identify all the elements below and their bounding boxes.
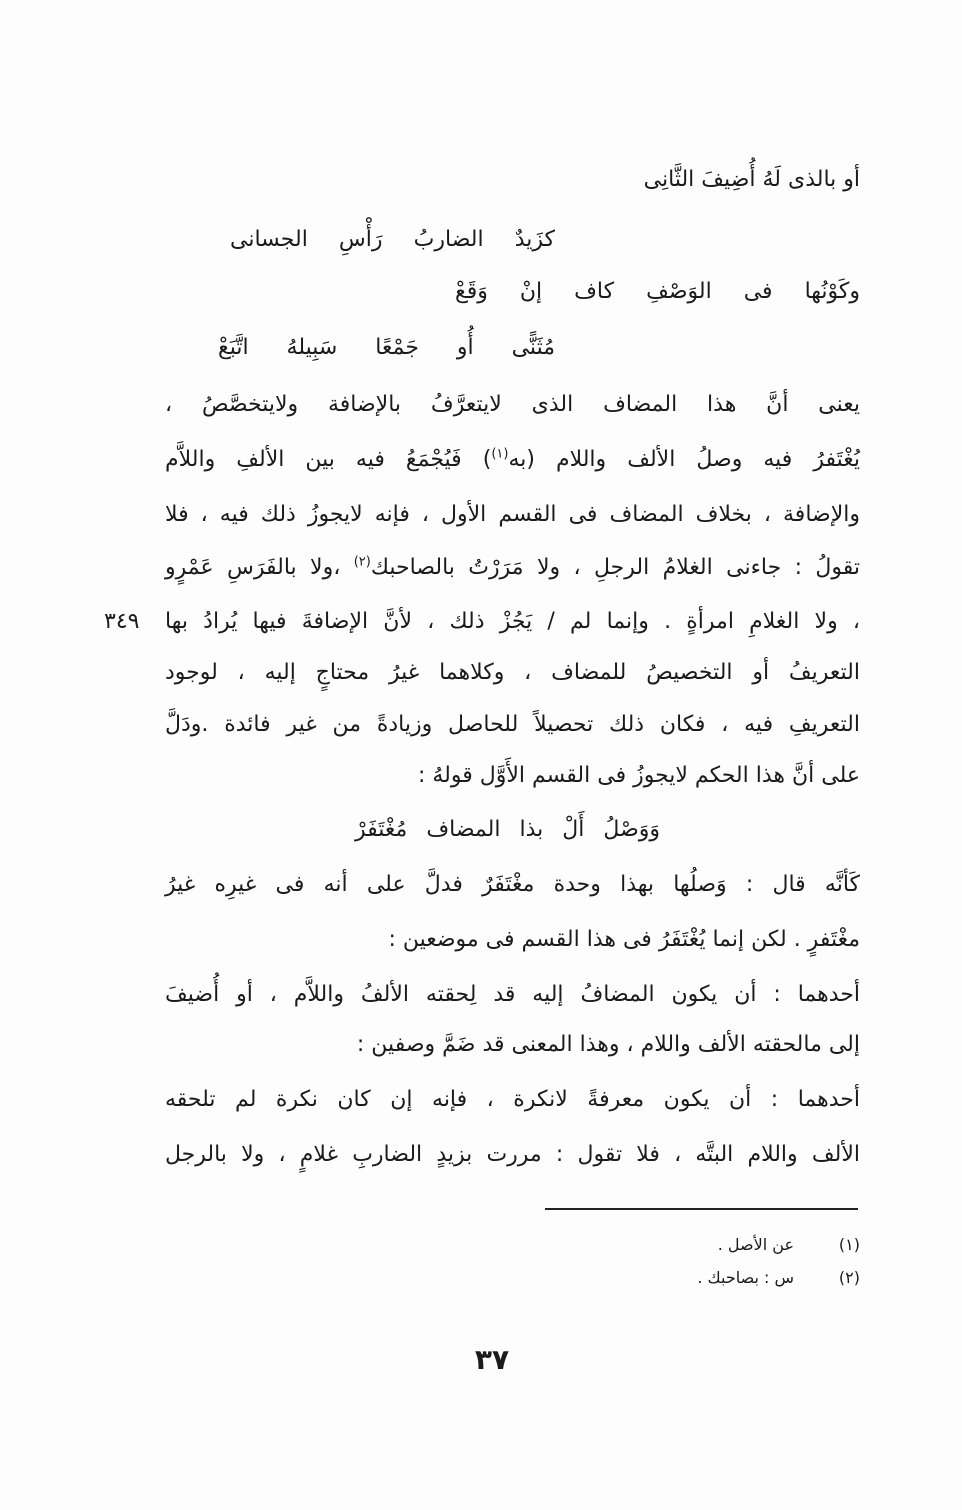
text-line: على أنَّ هذا الحكم لايجوزُ فى القسم الأَوَّل قولهُ : <box>417 763 860 788</box>
margin-page-reference: ٣٤٩ <box>104 609 140 634</box>
verse-line: مُثَنًّى أُو جَمْعًا سَبِيلهُ اتَّبَعْ <box>218 335 555 360</box>
footnote-text: عن الأصل . <box>717 1235 794 1254</box>
verse-line: وكَوْنُها فى الوَصْفِ كاف إنْ وَقَعْ <box>455 279 860 304</box>
text-line: الألف واللام البتَّه ، فلا تقول : مررت بزيدٍ الضاربِ غلامٍ ، ولا بالرجل <box>165 1142 860 1167</box>
text-line <box>165 440 860 480</box>
footnote-ref: (١) <box>491 446 509 462</box>
text-segment: ،ولا بالفَرَسِ عَمْرٍو <box>165 555 354 580</box>
verse-line: كزَيدٌ الضاربُ رَأْسِ الجسانى <box>230 227 555 252</box>
text-line: كَأنَّه قال : وَصلُها بهذا وحدة مغْتَفَرٌ فدلَّ على أنه فى غيرِه غيرُ <box>165 872 860 897</box>
verse-line: وَوَصْلُ أَلْ بذا المضاف مُغْتَفَرْ <box>355 817 660 842</box>
footnote <box>560 1231 860 1259</box>
footnote-text: س : بصاحبك . <box>697 1268 794 1287</box>
footnote-number: (٢) <box>838 1268 860 1287</box>
text-segment: تقولُ : جاءنى الغلامُ الرجلِ ، ولا مَرَرْتُ بالصاحبك <box>370 555 861 580</box>
footnote-number: (١) <box>838 1235 860 1254</box>
verse-line: أو بالذى لَهُ أُضِيفَ الثَّانِى <box>643 167 860 192</box>
text-segment: يُغْتَفرُ فيه وصلُ الألف واللام (به <box>508 447 860 472</box>
footnote-ref: (٢) <box>353 554 371 570</box>
text-line: والإضافة ، بخلاف المضاف فى القسم الأول ، فإنه لايجوزُ ذلك فيه ، فلا <box>165 502 860 527</box>
page-number: ٣٧ <box>474 1343 510 1376</box>
text-line <box>165 548 860 588</box>
text-segment: ) فَيُجْمَعُ فيه بين الألفِ واللاَّم <box>165 447 492 472</box>
text-line: ، ولا الغلامِ امرأةٍ . وإنما لم / يَجُزْ ذلك ، لأنَّ الإضافةَ فيها يُرادُ بها <box>165 609 860 634</box>
text-line: مغْتَفرٍ . لكن إنما يُغْتَفَرُ فى هذا القسم فى موضعين : <box>388 927 860 952</box>
text-line: التعريفُ أو التخصيصُ للمضاف ، وكلاهما غيرُ محتاجٍ إليه ، لوجود <box>165 660 860 685</box>
text-line: إلى مالحقته الألف واللام ، وهذا المعنى قد ضَمَّ وصفين : <box>356 1032 860 1057</box>
text-line: التعريفِ فيه ، فكان ذلك تحصيلاً للحاصل وزيادةً من غير فائدة .ودَلَّ <box>165 712 860 737</box>
text-line: يعنى أنَّ هذا المضاف الذى لايتعرَّفُ بالإضافة ولايتخصَّصُ ، <box>165 392 860 417</box>
footnote-divider <box>545 1208 858 1210</box>
text-line: أحدهما : أن يكون المضافُ إليه قد لِحقته الألفُ واللاَّم ، أو أُضيفَ <box>165 982 860 1007</box>
text-line: أحدهما : أن يكون معرفةً لانكرة ، فإنه إن كان نكرة لم تلحقه <box>165 1087 860 1112</box>
footnote <box>560 1264 860 1292</box>
